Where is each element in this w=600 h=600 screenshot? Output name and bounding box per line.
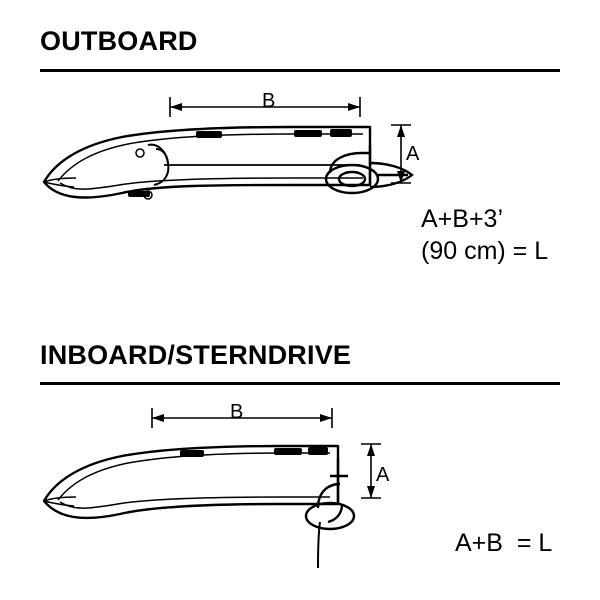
dimension-label-a-outboard: A — [406, 143, 420, 165]
formula-outboard-line1: A+B+3’ — [421, 205, 504, 233]
section-inboard-sterndrive — [0, 318, 600, 600]
dimension-label-a-inboard: A — [376, 464, 390, 486]
dimension-label-b-inboard: B — [230, 401, 244, 423]
formula-inboard-sterndrive: A+B = L — [455, 529, 553, 557]
sterndrive-unit — [306, 458, 354, 529]
section-title-outboard: OUTBOARD — [40, 26, 198, 56]
title-divider-outboard — [40, 69, 560, 72]
title-divider-inboard-sterndrive — [40, 382, 560, 385]
drive-leg-line — [318, 522, 320, 568]
dimension-label-b-outboard: B — [262, 90, 276, 112]
section-title-inboard-sterndrive: INBOARD/STERNDRIVE — [40, 340, 352, 370]
outboard-boat-drawing — [30, 85, 430, 275]
formula-outboard-line2: (90 cm) = L — [421, 237, 549, 265]
